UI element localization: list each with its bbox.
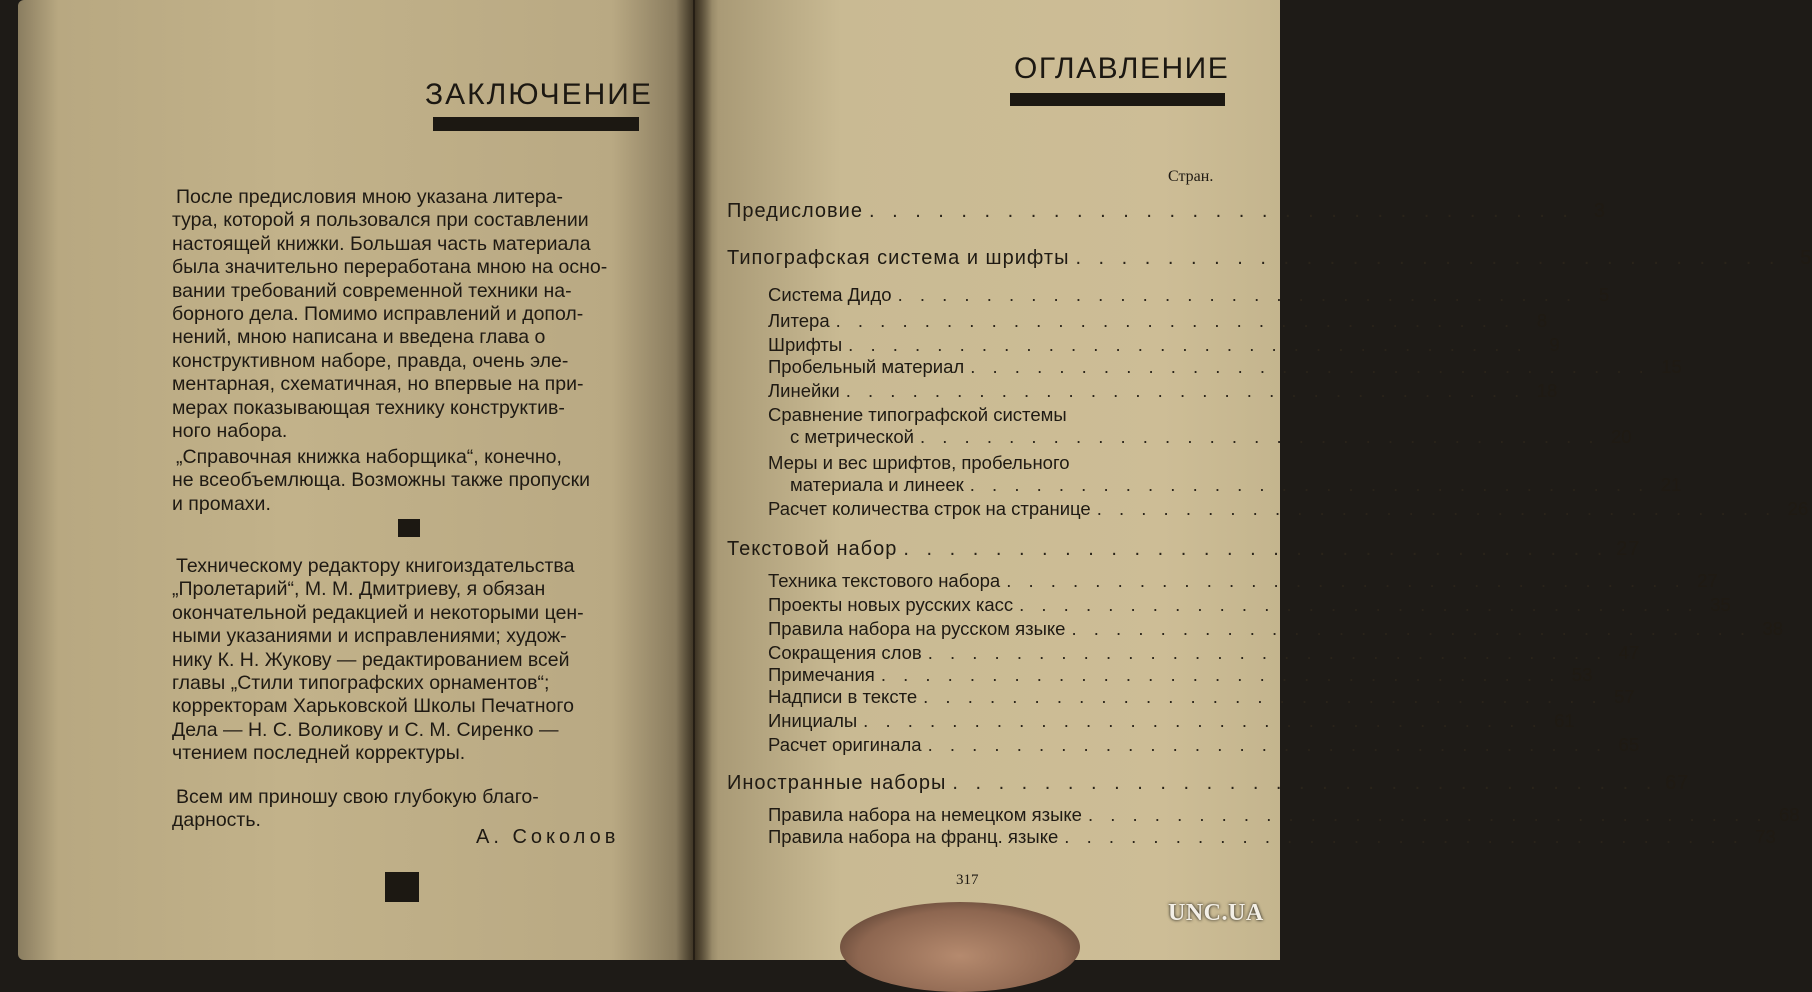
toc-entry-label: Сравнение типографской системы xyxy=(768,404,1067,425)
toc-entry-page: 68 xyxy=(1778,804,1800,825)
toc-entry xyxy=(768,452,1224,474)
text-line: чтением последней корректуры. xyxy=(172,742,466,765)
toc-entry-page: 18 xyxy=(1536,380,1558,401)
toc-entry xyxy=(768,826,1776,848)
text-line: ного набора. xyxy=(172,420,288,443)
toc-entry xyxy=(768,710,1575,732)
toc-entry-page: 21 xyxy=(1660,474,1682,495)
toc-leader-dots: . . . . . . . . . . . . . . . . . . . . . . . . . . . . . . . xyxy=(927,642,1608,663)
toc-entry-page: 27 xyxy=(1616,538,1641,560)
toc-entry-page: 8 xyxy=(1536,310,1548,331)
text-line: вании требований современной техники на- xyxy=(172,279,572,302)
toc-entry-page: 65 xyxy=(1618,734,1640,755)
text-line: главы „Стили типографских орнаментов“; xyxy=(172,672,550,695)
text-line: тура, которой я пользовался при составлении xyxy=(172,209,589,232)
text-line: и промахи. xyxy=(172,492,271,515)
text-line: Техническому редактору книгоиздательства xyxy=(176,555,575,577)
toc-leader-dots: . . . . . . . . . . . . . . . . . . . . . . . . . . . . . . . xyxy=(1075,247,1781,269)
text-line: нику К. Н. Жукову — редактированием всей xyxy=(172,648,570,671)
title-rule xyxy=(433,117,639,131)
toc-leader-dots: . . . . . . . . . . . . . . . . . . . . . . . . . . . . . . . xyxy=(1087,804,1768,825)
author-signature: А. Соколов xyxy=(476,826,620,848)
toc-entry xyxy=(768,642,1640,664)
text-line: нений, мною написана и введена глава о xyxy=(172,326,546,349)
toc-entry-label: Иностранные наборы xyxy=(727,772,947,794)
toc-entry xyxy=(768,498,1809,520)
toc-entry xyxy=(768,404,1224,426)
toc-entry-label: Сокращения слов xyxy=(768,642,922,663)
toc-leader-dots: . . . . . . . . . . . . . . . . . . . . . . . . . . . . . . . xyxy=(927,734,1608,755)
thumb-photo-element xyxy=(840,902,1080,992)
toc-entry-label: Расчет оригинала xyxy=(768,734,922,755)
toc-leader-dots: . . . . . . . . . . . . . . . . . . . . . . . . . . . . . . . xyxy=(952,772,1658,794)
toc-leader-dots: . . . . . . . . . . . . . . . . . . . . . . . . . . . . . . . xyxy=(863,710,1543,731)
toc-entry xyxy=(727,200,1606,223)
text-line: была значительно переработана мною на осно- xyxy=(172,256,608,279)
toc-entry xyxy=(768,594,1731,616)
text-line: дарность. xyxy=(172,809,261,832)
toc-entry xyxy=(790,474,1682,496)
toc-entry-page: 26 xyxy=(1787,498,1809,519)
toc-entry xyxy=(768,686,1635,708)
toc-entry xyxy=(768,380,1558,402)
toc-leader-dots: . . . . . . . . . . . . . . . . . . . . . . . . . . . . . . . xyxy=(1071,618,1752,639)
left-page-title: ЗАКЛЮЧЕНИЕ xyxy=(425,78,653,111)
toc-entry-label: Инициалы xyxy=(768,710,858,731)
text-line: мерах показывающая технику конструктив- xyxy=(172,396,565,419)
toc-entry-label: Типографская система и шрифты xyxy=(727,247,1070,269)
toc-entry-page: 3 xyxy=(1593,200,1606,222)
toc-entry-label: Система Дидо xyxy=(768,284,892,305)
text-line: ментарная, схематичная, но впервые на при- xyxy=(172,373,584,396)
toc-entry-page: 47 xyxy=(1618,642,1640,663)
text-line: После предисловия мною указана литера- xyxy=(176,186,563,208)
toc-leader-dots: . . . . . . . . . . . . . . . . . . . . . . . . . . . . . . . xyxy=(868,200,1574,222)
text-line: конструктивном наборе, правда, очень эле- xyxy=(172,349,569,372)
toc-entry xyxy=(768,356,1682,378)
toc-entry-label: Линейки xyxy=(768,380,840,401)
toc-entry-page: 67 xyxy=(1665,772,1690,794)
toc-entry xyxy=(790,426,1632,448)
text-line: Всем им приношу свою глубокую благо- xyxy=(176,786,539,808)
toc-entry-label: Примечания xyxy=(768,664,875,685)
toc-entry-label: Проекты новых русских касс xyxy=(768,594,1014,615)
toc-leader-dots: . . . . . . . . . . . . . . . . . . . . . . . . . . . . . . . xyxy=(969,474,1650,495)
ornament-square xyxy=(398,519,420,537)
paragraph-2 xyxy=(172,446,658,516)
toc-entry xyxy=(768,570,1718,592)
text-line: корректорам Харьковской Школы Печатного xyxy=(172,695,574,718)
text-line: „Пролетарий“, М. М. Дмитриеву, я обязан xyxy=(172,578,546,601)
paragraph-1 xyxy=(172,186,658,443)
toc-entry xyxy=(727,772,1690,795)
toc-leader-dots: . . . . . . . . . . . . . . . . . . . . . . . . . . . . . . . xyxy=(880,664,1561,685)
toc-entry-page: 35 xyxy=(1710,594,1731,615)
text-line: „Справочная книжка наборщика“, конечно, xyxy=(176,446,562,468)
toc-entry-page: 15 xyxy=(1661,356,1682,377)
text-line: борного дела. Помимо исправлений и допол- xyxy=(172,303,584,326)
toc-leader-dots: . . . . . . . . . . . . . . . . . . . . . . . . . . . . . . . xyxy=(835,310,1516,331)
toc-entry-label: Техника текстового набора xyxy=(768,570,1001,591)
toc-leader-dots: . . . . . . . . . . . . . . . . . . . . . . . . . . . . . . . xyxy=(1064,826,1744,847)
text-line: ными указаниями и исправлениями; худож- xyxy=(172,625,567,648)
text-line: окончательной редакцией и некоторыми цен- xyxy=(172,601,584,624)
toc-entry-label: Надписи в тексте xyxy=(768,686,918,707)
toc-entry-label: Расчет количества строк на странице xyxy=(768,498,1091,519)
toc-leader-dots: . . . . . . . . . . . . . . . . . . . . . . . . . . . . . . . xyxy=(923,686,1603,707)
page-column-label: Стран. xyxy=(1168,168,1214,185)
toc-entry-label: Текстовой набор xyxy=(727,538,898,560)
book-gutter xyxy=(676,0,712,960)
toc-entry-label: Шрифты xyxy=(768,334,843,355)
toc-leader-dots: . . . . . . . . . . . . . . . . . . . . . . . . . . . . . . . xyxy=(897,284,1578,305)
text-line: Дела — Н. С. Воликову и С. М. Сиренко — xyxy=(172,718,559,741)
toc-entry xyxy=(768,310,1548,332)
toc-entry-page: 53 xyxy=(1571,664,1593,685)
toc-entry-page: 5 xyxy=(1800,247,1812,269)
toc-entry-label: Правила набора на немецком языке xyxy=(768,804,1082,825)
toc-leader-dots: . . . . . . . . . . . . . . . . . . . . . . . . . . . . . . . xyxy=(970,356,1650,377)
toc-entry xyxy=(768,734,1640,756)
toc-entry-label: материала и линеек xyxy=(790,474,964,495)
toc-entry-label: с метрической xyxy=(790,426,914,447)
toc-entry xyxy=(727,538,1641,561)
toc-entry-label: Правила набора на русском языке xyxy=(768,618,1066,639)
text-line: настоящей книжки. Большая часть материала xyxy=(172,232,591,255)
toc-entry-page: 9 xyxy=(1549,334,1560,355)
text-line: не всеобъемлюща. Возможны также пропуски xyxy=(172,469,591,492)
toc-entry xyxy=(768,664,1593,686)
right-page-title: ОГЛАВЛЕНИЕ xyxy=(1014,52,1230,85)
toc-entry-page: 57 xyxy=(1614,686,1635,707)
toc-entry-label: Литера xyxy=(768,310,830,331)
toc-entry xyxy=(727,247,1812,270)
toc-leader-dots: . . . . . . . . . . . . . . . . . . . . . . . . . . . . . . . xyxy=(1096,498,1777,519)
toc-entry-label: Предисловие xyxy=(727,200,863,222)
ornament-square xyxy=(385,872,419,902)
toc-entry-page: 61 xyxy=(1554,710,1575,731)
toc-entry xyxy=(768,284,1610,306)
toc-leader-dots: . . . . . . . . . . . . . . . . . . . . . . . . . . . . . . . xyxy=(848,334,1528,355)
toc-entry-label: Правила набора на франц. языке xyxy=(768,826,1059,847)
title-rule xyxy=(1010,93,1225,106)
toc-leader-dots: . . . . . . . . . . . . . . . . . . . . . . . . . . . . . . . xyxy=(903,538,1609,560)
paragraph-3 xyxy=(172,555,658,766)
page-number: 317 xyxy=(956,872,979,888)
toc-leader-dots: . . . . . . . . . . . . . . . . . . . . . . . . . . . . . . . xyxy=(919,426,1600,447)
toc-entry-label: Пробельный материал xyxy=(768,356,965,377)
toc-entry-page: 5 xyxy=(1598,284,1610,305)
toc-entry xyxy=(768,804,1800,826)
toc-entry-page: 27 xyxy=(1697,570,1718,591)
watermark-logo: UNC.UA xyxy=(1168,900,1264,926)
toc-entry-page: 38 xyxy=(1762,618,1784,639)
toc-entry xyxy=(768,334,1560,356)
toc-entry-label: Меры и вес шрифтов, пробельного xyxy=(768,452,1070,473)
toc-entry xyxy=(768,618,1784,640)
toc-leader-dots: . . . . . . . . . . . . . . . . . . . . . . . . . . . . . . . xyxy=(845,380,1526,401)
toc-entry-page: 73 xyxy=(1755,826,1776,847)
toc-leader-dots: . . . . . . . . . . . . . . . . . . . . . . . . . . . . . . . xyxy=(1006,570,1686,591)
toc-entry-page: 20 xyxy=(1610,426,1632,447)
toc-leader-dots: . . . . . . . . . . . . . . . . . . . . . . . . . . . . . . . xyxy=(1019,594,1699,615)
